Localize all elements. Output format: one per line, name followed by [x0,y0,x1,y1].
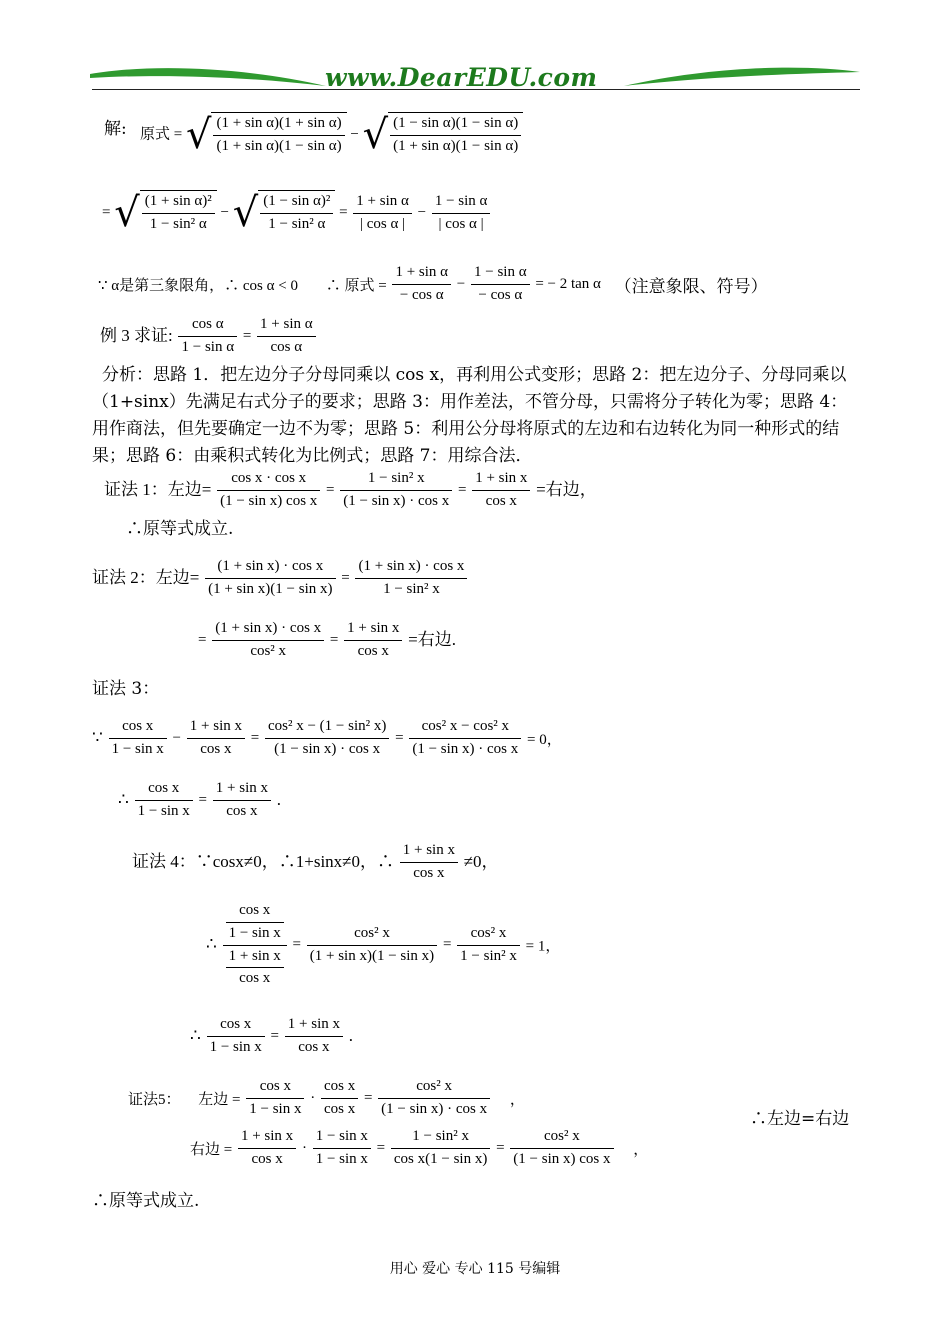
note-sign: （注意象限、符号） [614,276,768,296]
solution-line-2: = √ $\frac{\text{(1 + sin α)²}}{\text{1 − sin² α}}$ − √ $\frac{\text{(1 − sin α)²}}{\text{1 − sin² α}}$ = $\frac{\text{1 + sin α}}{\text{| cos α |}}$ − $\frac{\text{1 − sin α}}{\text{| cos α |}}$ [102,190,492,236]
because-quadrant: ∵ α是第三象限角，∴ cos α < 0 [98,277,298,294]
proof-1-conclusion: ∴原等式成立. [126,519,234,539]
proof-4-line-2: ∴ $\frac{\frac{\text{cos x}}{\text{1 − sin x}}}{\frac{\text{1 + sin x}}{\text{cos x}}}$ = $\frac{\text{cos² x}}{\text{(1 + sin x)(1 − sin x)}}$ = $\frac{\text{cos² x}}{\text{1 − sin² x}}$ = 1， [206,900,560,990]
proof-5-conclusion: ∴左边=右边 [750,1109,850,1129]
proof-3-line-1: ∵ $\frac{\text{cos x}}{\text{1 − sin x}}$ − $\frac{\text{1 + sin x}}{\text{cos x}}$ = $\frac{\text{cos² x − (1 − sin² x)}}{\text{(1 − sin x) · cos x}}$ = $\frac{\text{cos² x − cos² x}}{\text{(1 − sin x) · cos x}}$ = 0， [92,718,562,757]
compound-fraction: $\frac{\frac{\text{cos x}}{\text{1 − sin x}}}{\frac{\text{1 + sin x}}{\text{cos x}}}$ [223,900,287,990]
proof-1: 证法 1：左边= $\frac{\text{cos x · cos x}}{\text{(1 − sin x) cos x}}$ = $\frac{\text{1 − sin² x}}{\text{(1 − sin x) · cos x}}$ = $\frac{\text{1 + sin x}}{\text{cos x}}$ =右边， [104,470,597,509]
page-footer: 用心 爱心 专心 115 号编辑 [389,1261,561,1277]
sqrt-2: √ $\frac{\text{(1 − sin α)(1 − sin α)}}{\text{(1 + sin α)(1 − sin α)}}$ [363,112,524,158]
header-swoosh-right [622,62,862,90]
header-divider [92,89,860,90]
proof-5-right: 右边 = $\frac{\text{1 + sin x}}{\text{cos x}}$ · $\frac{\text{1 − sin x}}{\text{1 − sin x}}$ = $\frac{\text{1 − sin² x}}{\text{cos x(1 − sin x)}}$ = $\frac{\text{cos² x}}{\text{(1 − sin x) cos x}}$ ， [190,1128,649,1167]
proof-3-line-2: ∴ $\frac{\text{cos x}}{\text{1 − sin x}}$ = $\frac{\text{1 + sin x}}{\text{cos x}}$ . [118,780,281,819]
final-conclusion: ∴原等式成立. [92,1191,200,1211]
proof-2-line-2: = $\frac{\text{(1 + sin x) · cos x}}{\text{cos² x}}$ = $\frac{\text{1 + sin x}}{\text{cos x}}$ =右边. [198,620,456,659]
analysis-paragraph: 分析：思路 1．把左边分子分母同乘以 cos x，再利用公式变形；思路 2：把左边分子、分母同乘以（1+sinx）先满足右式分子的要求；思路 3：用作差法，不管分母，只需将分子转化为零；思路 4：用作商法，但先要确定一边不为零；思路 5：利用公分母将原式的左边和右边转化为同一种形式的结果；思路 6：由乘积式转化为比例式；思路 7：用综合法． [92,365,848,466]
solution-line-3: ∵ α是第三象限角，∴ cos α < 0 ∴ 原式 = $\frac{\text{1 + sin α}}{\text{− cos α}}$ − $\frac{\text{1 − sin α}}{\text{− cos α}}$ = − 2 tan α （注意象限、符号） [98,264,768,303]
proof-3-label: 证法 3： [92,679,160,699]
proof-4-line-1: 证法 4：∵cosx≠0，∴1+sinx≠0，∴ $\frac{\text{1 + sin x}}{\text{cos x}}$ ≠0， [132,842,499,881]
proof-4-line-3: ∴ $\frac{\text{cos x}}{\text{1 − sin x}}$ = $\frac{\text{1 + sin x}}{\text{cos x}}$ . [190,1016,353,1055]
site-logo: www.DearEDU.com [325,63,598,92]
solution-line-1: 原式 = √ $\frac{\text{(1 + sin α)(1 + sin α)}}{\text{(1 + sin α)(1 − sin α)}}$ − √ $\frac{\text{(1 − sin α)(1 − sin α)}}{\text{(1 + sin α)(1 − sin α)}}$ [140,112,523,158]
proof-2-line-1: 证法 2：左边= $\frac{\text{(1 + sin x) · cos x}}{\text{(1 + sin x)(1 − sin x)}}$ = $\frac{\text{(1 + sin x) · cos x}}{\text{1 − sin² x}}$ [92,556,469,601]
header-swoosh-left [88,62,328,90]
sqrt-1: √ $\frac{\text{(1 + sin α)(1 + sin α)}}{\text{(1 + sin α)(1 − sin α)}}$ [186,112,347,158]
proof-5-left: 证法5： 左边 = $\frac{\text{cos x}}{\text{1 − sin x}}$ · $\frac{\text{cos x}}{\text{cos x}}$ = $\frac{\text{cos² x}}{\text{(1 − sin x) · cos x}}$ ， [128,1078,525,1117]
example-3: 例 3 求证: $\frac{\text{cos α}}{\text{1 − sin α}}$ = $\frac{\text{1 + sin α}}{\text{cos α}}$ [100,314,318,359]
solution-label: 解: [104,119,127,139]
